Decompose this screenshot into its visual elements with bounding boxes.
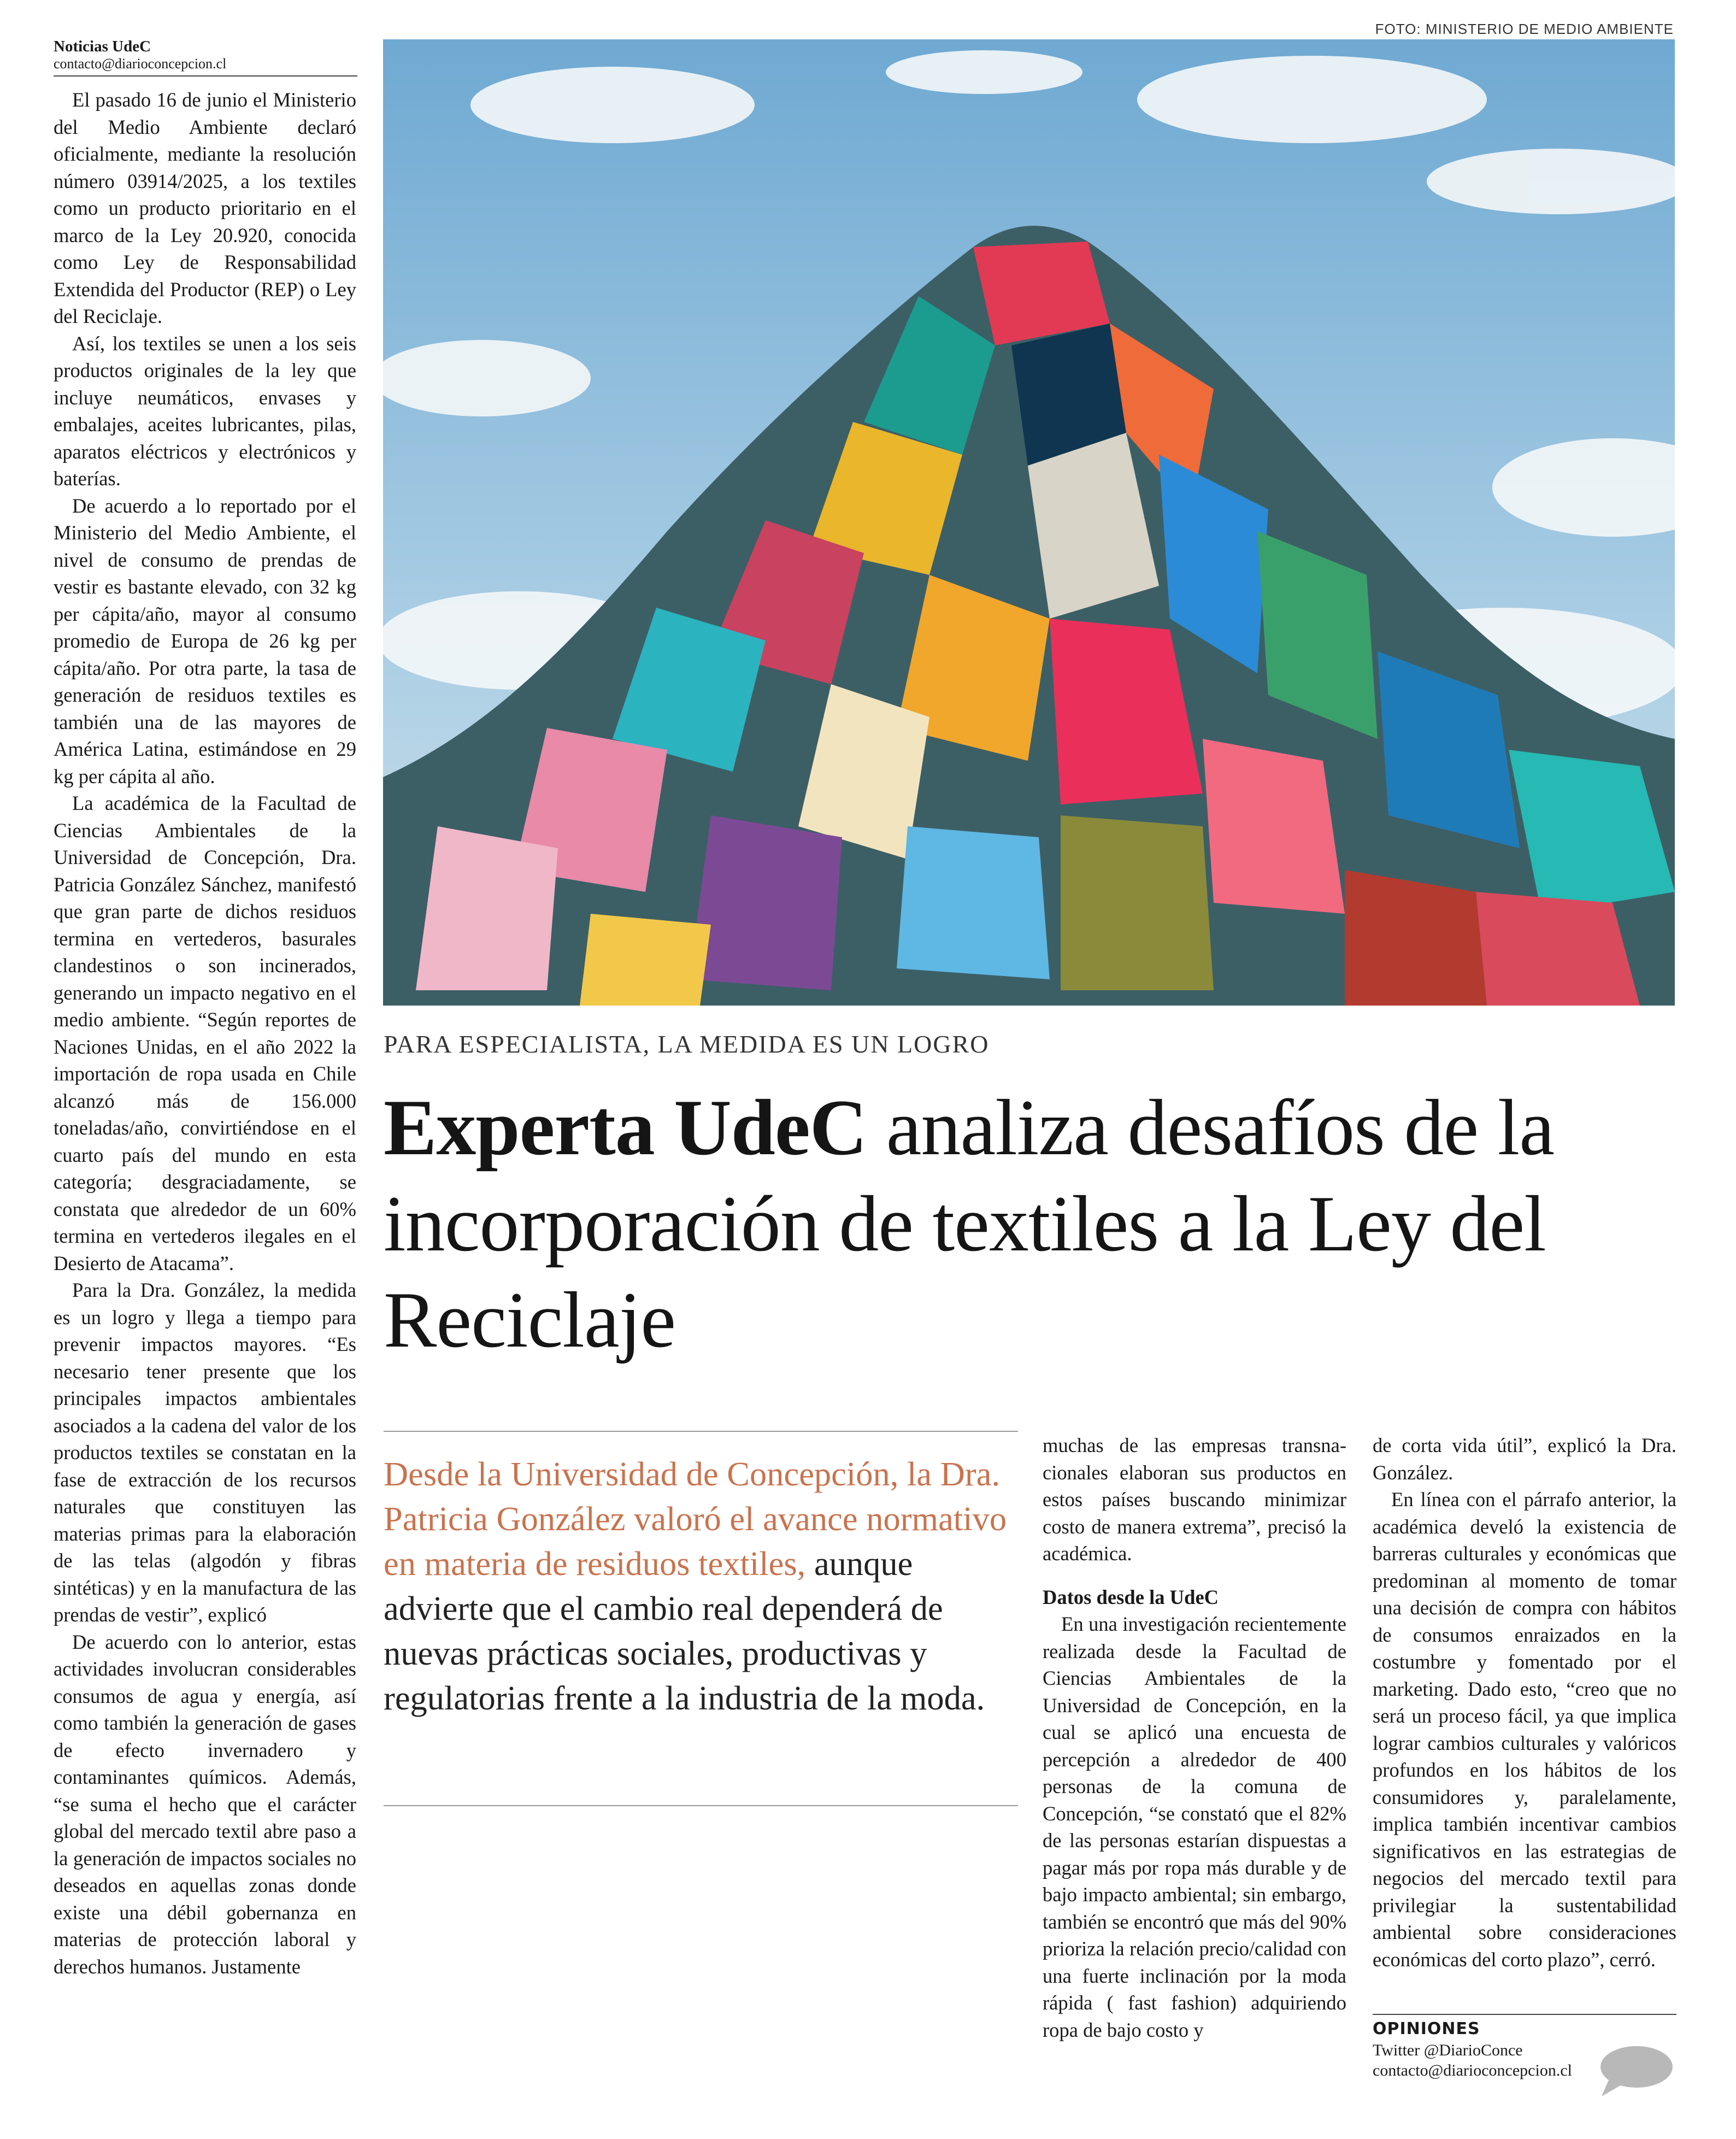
body-paragraph: de corta vida útil”, explicó la Dra. González. — [1373, 1434, 1676, 1484]
subhead: Datos desde la UdeC — [1043, 1585, 1219, 1608]
lead-top-rule — [384, 1431, 1018, 1432]
byline-name: Noticias UdeC — [54, 38, 151, 55]
left-column — [54, 86, 356, 1980]
photo-credit: FOTO: MINISTERIO DE MEDIO AMBIENTE — [1375, 21, 1674, 37]
opinions-title: OPINIONES — [1373, 2019, 1480, 2038]
body-paragraph: El pasado 16 de junio el Ministerio del Medio Ambiente declaró oficialmente, mediante la resolución número 03914/2025, a los textiles como un producto prioritario en el marco de la Ley 20.920, conocida como Ley de Responsabilidad Extendida del Productor (REP) o Ley del Reciclaje. — [54, 89, 356, 327]
headline — [384, 1079, 1690, 1368]
body-paragraph: En línea con el párrafo anterior, la académica develó la existencia de barreras culturales y económicas que predominan al momento de tomar una decisión de compra con hábitos de consumos enraizados en la costumbre y fomentado por el marketing. Dado esto, “creo que no será un proceso fácil, ya que implica lograr cambios culturales y valóricos profundos en los hábitos de los consumidores y, paralelamente, implica también incentivar cambios significativos en las estrategias de negocios del mercado textil para privilegiar la sustentabilidad ambiental sobre consideraciones económicas del corto plazo”, cerró. — [1373, 1488, 1676, 1971]
headline-regular: analiza desafíos de la incorporación de textiles a la Ley del Reciclaje — [384, 1083, 1555, 1364]
body-paragraph: La académica de la Facultad de Ciencias Ambientales de la Universidad de Concepción, Dra. Patricia González Sánchez, manifestó que gran parte de dichos residuos termina en vertederos, basurales clandestinos o son incinerados, generando un impacto negativo en el medio ambiente. “Según reportes de Naciones Unidas, en el año 2022 la importación de ropa usada en Chile alcanzó más de 156.000 toneladas/año, convirtiéndose en el cuarto país del mundo en esta categoría; desgraciadamente, se constata que alrededor de un 60% termina en vertederos ilegales en el Desierto de Atacama”. — [54, 792, 356, 1274]
speech-bubble-icon — [1597, 2044, 1674, 2101]
body-paragraph: Así, los textiles se unen a los seis productos originales de la ley que incluye neumáticos, envases y embalajes, aceites lubricantes, pilas, aparatos eléctricos y electrónicos y baterías. — [54, 332, 356, 490]
lead-bottom-rule — [384, 1805, 1018, 1806]
lead-paragraph — [384, 1452, 1017, 1720]
body-paragraph: Para la Dra. González, la medida es un logro y llega a tiempo para prevenir impactos mayores. “Es necesario tener presente que los principales impactos ambientales asociados a la cadena del valor de los productos textiles se constatan en la fase de extracción de los recursos naturales que constituyen las materias primas para la elaboración de las telas (algodón y fibras sintéticas) y en la manufactura de las prendas de vestir”, explicó — [54, 1279, 356, 1626]
body-paragraph: De acuerdo con lo anterior, estas actividades involucran considerables consumos de agua y energía, así como también la generación de gases de efecto invernadero y contaminantes químicos. Además, “se suma el hecho que el carácter global del mercado textil abre paso a la generación de impactos sociales no deseados en aquellas zonas donde existe una débil gobernanza en materias de protección laboral y derechos humanos. Justamente — [54, 1630, 356, 1978]
byline-email[interactable]: contacto@diarioconcepcion.cl — [54, 56, 227, 72]
body-paragraph: muchas de las empresas transnacionales elaboran sus productos en estos países buscando minimizar costo de manera extrema”, precisó la académica. — [1043, 1434, 1346, 1565]
opinions-twitter[interactable]: Twitter @DiarioConce — [1373, 2041, 1523, 2059]
byline — [54, 37, 357, 77]
body-paragraph: En una investigación recientemente realizada desde la Facultad de Ciencias Ambientales de la Universidad de Concepción, en la cual se aplicó una encuesta de percepción a alrededor de 400 personas de la comuna de Concepción, “se constató que el 82% de las personas estarían dispuestas a pagar más por ropa más durable y de bajo impacto ambiental; sin embargo, también se encontró que más del 90% prioriza la relación precio/calidad con una fuerte inclinación por la moda rápida ( fast fashion) adquiriendo ropa de bajo costo y — [1043, 1613, 1346, 2041]
headline-bold: Experta UdeC — [384, 1083, 867, 1172]
lead-accent: Desde la Universidad de Concepción, la Dra. Patricia González valoró el avance normativo en materia de residuos textiles, — [384, 1455, 1007, 1583]
body-paragraph: De acuerdo a lo reportado por el Ministerio del Medio Ambiente, el nivel de consumo de prendas de vestir es bastante elevado, con 32 kg per cápita/año, mayor al consumo promedio de Europa de 26 kg per cápita/año. Por otra parte, la tasa de generación de residuos textiles es también una de las mayores de América Latina, estimándose en 29 kg per cápita al año. — [54, 494, 356, 788]
lead-rest: aunque advierte que el cambio real dependerá de nuevas prácticas sociales, productivas y regulatorias frente a la industria de la moda. — [384, 1544, 985, 1717]
right-column — [1373, 1432, 1676, 1973]
middle-column — [1043, 1432, 1346, 2043]
opinions-email[interactable]: contacto@diarioconcepcion.cl — [1373, 2061, 1572, 2079]
kicker: PARA ESPECIALISTA, LA MEDIDA ES UN LOGRO — [384, 1030, 990, 1058]
clothes-pile-photo — [383, 39, 1675, 1006]
